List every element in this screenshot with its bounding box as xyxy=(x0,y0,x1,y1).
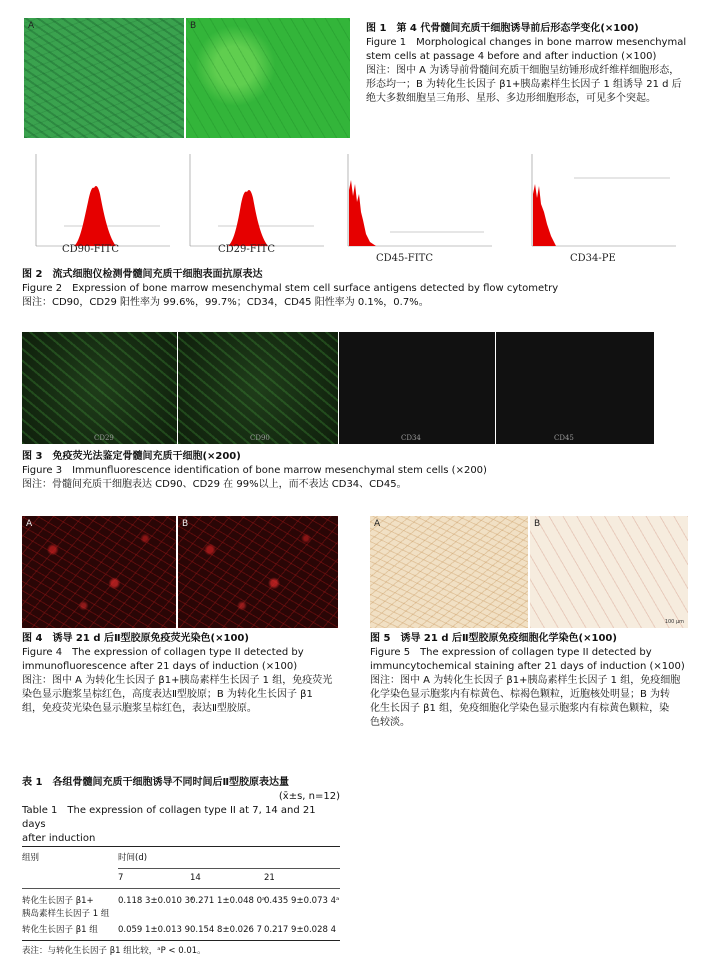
table1-top-rule xyxy=(22,846,340,847)
fig4-title-en-1: Figure 4 The expression of collagen type II detected by xyxy=(22,647,304,658)
fig1-panel-b-image xyxy=(186,18,350,138)
table1-header-time: 时间(d) xyxy=(118,853,148,863)
fig5-note-2: 化学染色显示胞浆内有棕黄色、棕褐色颗粒，近胞核处明显；B 为转 xyxy=(370,689,671,700)
fig4-panel-b-label: B xyxy=(182,519,189,529)
fig4-note-3: 组，免疫荧光染色显示胞浆呈棕红色，表达Ⅱ型胶原。 xyxy=(22,703,257,714)
fig2-title: 图 2 流式细胞仪检测骨髓间充质干细胞表面抗原表达 xyxy=(22,269,263,280)
fig5-note-3: 化生长因子 β1 组，免疫细胞化学染色显示胞浆内有棕黄色颗粒，染 xyxy=(370,703,670,714)
table1-note: 表注：与转化生长因子 β1 组比较，ᵃP < 0.01。 xyxy=(22,946,206,956)
fig1-title-en-2: stem cells at passage 4 before and after induction (×100) xyxy=(366,51,657,62)
fig1-panel-a-label: A xyxy=(28,21,35,31)
fig4-note-1: 图注：图中 A 为转化生长因子 β1+胰岛素样生长因子 1 组，免疫荧光 xyxy=(22,675,333,686)
fig4-panel-b-image xyxy=(178,516,338,628)
fig4-caption xyxy=(22,632,352,716)
table1-row1-name-1: 转化生长因子 β1+ xyxy=(22,896,94,906)
fig1-panel-a-image xyxy=(24,18,184,138)
table1-row2-day7: 0.059 1±0.013 9 xyxy=(118,925,191,935)
fig2-note: 图注：CD90，CD29 阳性率为 99.6%，99.7%；CD34，CD45 阳性率为 0.1%，0.7%。 xyxy=(22,297,429,308)
table1-title-en-1: Table 1 The expression of collagen type II at 7, 14 and 21 days xyxy=(22,805,316,830)
table1-bottom-rule xyxy=(22,940,340,941)
fig5-title: 图 5 诱导 21 d 后Ⅱ型胶原免疫细胞化学染色(×100) xyxy=(370,633,617,644)
fig1-title-en-1: Figure 1 Morphological changes in bone marrow mesenchymal xyxy=(366,37,687,48)
fig5-panel-a-image xyxy=(370,516,528,628)
fig5-note-1: 图注：图中 A 为转化生长因子 β1+胰岛素样生长因子 1 组，免疫细胞 xyxy=(370,675,681,686)
fig2-title-en: Figure 2 Expression of bone marrow mesenchymal stem cell surface antigens detected by flow cytometry xyxy=(22,283,559,294)
fig3-label-cd45: CD45 xyxy=(554,434,574,442)
fig1-panel-b-label: B xyxy=(190,21,197,31)
fig5-panel-b-image xyxy=(530,516,688,628)
fig3-panel-cd34 xyxy=(339,332,495,444)
fig3-title: 图 3 免疫荧光法鉴定骨髓间充质干细胞(×200) xyxy=(22,451,241,462)
fig2-histogram-cd45-svg xyxy=(336,150,496,266)
table1-header-group: 组别 xyxy=(22,853,40,863)
fig2-caption xyxy=(22,268,702,310)
table1-header-day-14: 14 xyxy=(190,873,201,883)
fig3-panel-cd45 xyxy=(496,332,654,444)
fig3-label-cd34: CD34 xyxy=(401,434,421,442)
table1-header-day-7: 7 xyxy=(118,873,124,883)
table1-mid-rule-1 xyxy=(118,868,340,869)
fig2-histogram-cd34-svg xyxy=(520,150,680,266)
fig3-panel-cd29 xyxy=(22,332,177,444)
fig3-label-cd29: CD29 xyxy=(94,434,114,442)
fig1-caption xyxy=(366,22,696,106)
fig2-histogram-cd34 xyxy=(520,150,680,266)
fig1-title: 图 1 第 4 代骨髓间充质干细胞诱导前后形态学变化(×100) xyxy=(366,23,639,34)
fig2-histogram-cd45 xyxy=(336,150,496,266)
table1-title-en-2: after induction xyxy=(22,833,96,844)
fig1-note-2: 形态均一；B 为转化生长因子 β1+胰岛素样生长因子 1 组诱导 21 d 后 xyxy=(366,79,682,90)
table1-title: 表 1 各组骨髓间充质干细胞诱导不同时间后Ⅱ型胶原表达量 xyxy=(22,777,290,788)
fig5-panel-b-label: B xyxy=(534,519,541,529)
table1-caption xyxy=(22,776,340,846)
fig3-note: 图注：骨髓间充质干细胞表达 CD90、CD29 在 99%以上，而不表达 CD34、CD45。 xyxy=(22,479,407,490)
table1-row2-day21: 0.217 9±0.028 4 xyxy=(264,925,337,935)
fig1-note-1: 图注：图中 A 为诱导前骨髓间充质干细胞呈纺锤形成纤维样细胞形态， xyxy=(366,65,680,76)
table1-row1-day14: 0.271 1±0.048 0ᵃ xyxy=(190,896,266,906)
fig2-histogram-cd29-svg xyxy=(178,150,328,258)
fig5-caption xyxy=(370,632,700,730)
fig5-note-4: 色较淡。 xyxy=(370,717,410,728)
table1-header-rule xyxy=(22,888,340,889)
table1-header-day-21: 21 xyxy=(264,873,275,883)
fig2-label-cd90: CD90-FITC xyxy=(62,244,119,255)
fig5-panel-a-label: A xyxy=(374,519,381,529)
fig3-panel-cd90 xyxy=(178,332,338,444)
fig3-title-en: Figure 3 Immunfluorescence identification of bone marrow mesenchymal stem cells (×200) xyxy=(22,465,487,476)
table1-row1-day21: 0.435 9±0.073 4ᵃ xyxy=(264,896,340,906)
fig3-label-cd90: CD90 xyxy=(250,434,270,442)
table1-stat: (x̄±s, n=12) xyxy=(278,791,340,802)
fig2-histogram-cd90 xyxy=(24,150,174,258)
fig2-histogram-cd29 xyxy=(178,150,328,258)
fig3-caption xyxy=(22,450,702,492)
fig4-title: 图 4 诱导 21 d 后Ⅱ型胶原免疫荧光染色(×100) xyxy=(22,633,249,644)
fig2-label-cd45: CD45-FITC xyxy=(376,253,433,264)
fig4-panel-a-image xyxy=(22,516,176,628)
fig1-note-3: 绝大多数细胞呈三角形、星形、多边形细胞形态，可见多个突起。 xyxy=(366,93,656,104)
fig5-title-en-1: Figure 5 The expression of collagen type II detected by xyxy=(370,647,652,658)
fig4-note-2: 染色显示胞浆呈棕红色，高度表达Ⅱ型胶原；B 为转化生长因子 β1 xyxy=(22,689,313,700)
fig2-label-cd29: CD29-FITC xyxy=(218,244,275,255)
fig5-scale-bar-text: 100 μm xyxy=(664,619,684,625)
table1-row2-day14: 0.154 8±0.026 7 xyxy=(190,925,263,935)
table1-row2-name: 转化生长因子 β1 组 xyxy=(22,925,98,935)
table1-row1-day7: 0.118 3±0.010 3ᵃ xyxy=(118,896,194,906)
fig5-title-en-2: immuncytochemical staining after 21 days of induction (×100) xyxy=(370,661,685,672)
fig4-title-en-2: immunofluorescence after 21 days of induction (×100) xyxy=(22,661,298,672)
fig2-label-cd34: CD34-PE xyxy=(570,253,616,264)
fig4-panel-a-label: A xyxy=(26,519,33,529)
fig2-histogram-cd90-svg xyxy=(24,150,174,258)
table1-row1-name-2: 胰岛素样生长因子 1 组 xyxy=(22,909,110,919)
